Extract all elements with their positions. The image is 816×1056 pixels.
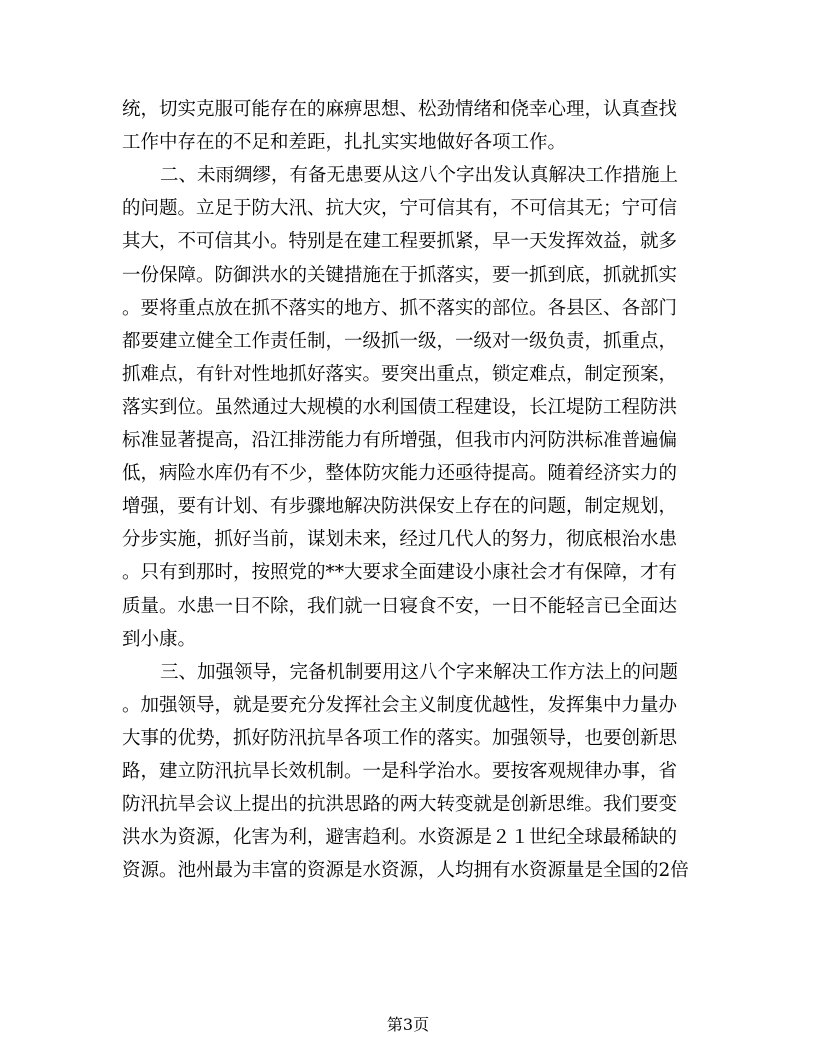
text-line: 低，病险水库仍有不少，整体防灾能力还亟待提高。随着经济实力的 [122,463,678,485]
text-line: 资源。池州最为丰富的资源是水资源，人均拥有水资源量是全国的2倍 [122,860,689,882]
text-line: 防汛抗旱会议上提出的抗洪思路的两大转变就是创新思维。我们要变 [122,794,678,816]
text-line: 。只有到那时，按照党的**大要求全面建设小康社会才有保障，才有 [122,562,678,584]
text-line: 路，建立防汛抗旱长效机制。一是科学治水。要按客观规律办事，省 [122,761,678,782]
text-line: 落实到位。虽然通过大规模的水利国债工程建设，长江堤防工程防洪 [122,396,678,418]
text-line: 都要建立健全工作责任制，一级抓一级，一级对一级负责，抓重点， [122,330,678,352]
text-line: 二、未雨绸缪，有备无患要从这八个字出发认真解决工作措施上 [160,165,679,187]
text-line: 增强，要有计划、有步骤地解决防洪保安上存在的问题，制定规划， [122,496,678,518]
text-line: 质量。水患一日不除，我们就一日寝食不安，一日不能轻言已全面达 [122,595,678,617]
text-line: 洪水为资源，化害为利，避害趋利。水资源是２１世纪全球最稀缺的 [122,827,678,849]
text-line: 一份保障。防御洪水的关键措施在于抓落实，要一抓到底，抓就抓实 [122,264,678,286]
text-line: 统，切实克服可能存在的麻痹思想、松劲情绪和侥幸心理，认真查找 [122,99,678,120]
text-line: 工作中存在的不足和差距，扎扎实实地做好各项工作。 [122,132,567,154]
text-line: 大事的优势，抓好防汛抗旱各项工作的落实。加强领导，也要创新思 [122,727,678,749]
text-line: 三、加强领导，完备机制要用这八个字来解决工作方法上的问题 [160,661,679,683]
text-line: 。要将重点放在抓不落实的地方、抓不落实的部位。各县区、各部门 [122,297,678,319]
text-line: 其大，不可信其小。特别是在建工程要抓紧，早一天发挥效益，就多 [122,231,678,253]
page-number: 第3页 [386,1015,430,1034]
text-line: 到小康。 [122,628,197,650]
text-line: 的问题。立足于防大汛、抗大灾，宁可信其有，不可信其无；宁可信 [122,198,678,220]
text-line: 抓难点，有针对性地抓好落实。要突出重点，锁定难点，制定预案， [122,363,678,385]
text-line: 分步实施，抓好当前，谋划未来，经过几代人的努力，彻底根治水患 [122,529,678,551]
text-line: 标准显著提高，沿江排涝能力有所增强，但我市内河防洪标准普遍偏 [122,430,678,451]
text-line: 。加强领导，就是要充分发挥社会主义制度优越性，发挥集中力量办 [122,694,678,716]
